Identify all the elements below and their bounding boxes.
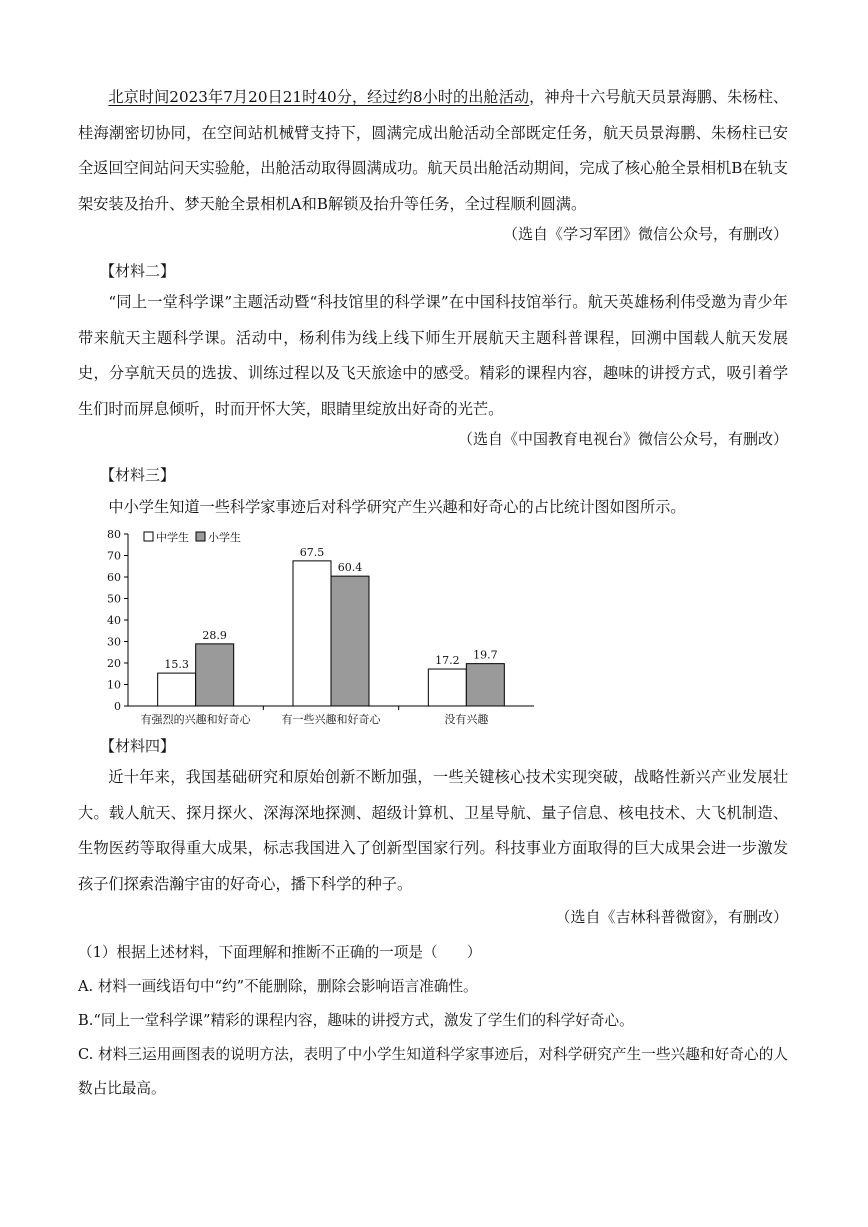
- material4-paragraph: 近十年来，我国基础研究和原始创新不断加强，一些关键核心技术实现突破，战略性新兴产业发展壮大。载人航天、探月探火、深海深地探测、超级计算机、卫星导航、量子信息、核电技术、大飞机制造、生物医药等取得重大成果，标志我国进入了创新型国家行列。科技事业方面取得的巨大成果会进一步激发孩子们探索浩瀚宇宙的好奇心，播下科学的种子。: [78, 768, 788, 893]
- option-b: B.“同上一堂科学课”精彩的课程内容，趣味的讲授方式，激发了学生们的科学好奇心。: [78, 1012, 634, 1029]
- material3-paragraph: 中小学生知道一些科学家事迹后对科学研究产生兴趣和好奇心的占比统计图如图所示。: [108, 498, 686, 516]
- bar-chart: [90, 526, 550, 738]
- y-tick-label: 30: [107, 635, 121, 649]
- material4-heading: 【材料四】: [100, 737, 176, 755]
- y-tick-label: 20: [107, 657, 121, 670]
- material3-heading: 【材料三】: [100, 466, 176, 484]
- material1-underlined-sentence: 北京时间2023年7月20日21时40分，经过约8小时的出舱活动: [108, 88, 530, 106]
- x-tick-label: 有一些兴趣和好奇心: [281, 713, 381, 726]
- material1-paragraph: [78, 80, 788, 222]
- bar: [428, 669, 466, 706]
- bar: [196, 644, 234, 706]
- option-a: A. 材料一画线语句中“约”不能删除，删除会影响语言准确性。: [78, 978, 478, 995]
- bar: [158, 673, 196, 706]
- y-tick-label: 70: [107, 549, 121, 563]
- y-tick-label: 0: [114, 700, 121, 713]
- x-tick-label: 没有兴趣: [444, 713, 489, 726]
- y-tick-label: 50: [107, 592, 121, 606]
- option-c: C. 材料三运用画图表的说明方法，表明了中小学生知道科学家事迹后，对科学研究产生一些兴趣和好奇心的人数占比最高。: [78, 1046, 788, 1097]
- material4-source: （选自《吉林科普微窗》，有删改）: [555, 908, 788, 926]
- material2-paragraph: “同上一堂科学课”主题活动暨“科技馆里的科学课”在中国科技馆举行。航天英雄杨利伟受邀为青少年带来航天主题科学课。活动中，杨利伟为线上线下师生开展航天主题科普课程，回溯中国载人航天发展史，分享航天员的选拔、训练过程以及飞天旅途中的感受。精彩的课程内容，趣味的讲授方式，吸引着学生们时而屏息倾听，时而开怀大笑，眼睛里绽放出好奇的光芒。: [78, 293, 788, 418]
- legend-label: 小学生: [208, 531, 241, 544]
- data-label: 60.4: [337, 561, 363, 575]
- legend-label: 中学生: [156, 531, 189, 544]
- question-stem: （1）根据上述材料，下面理解和推断不正确的一项是（ ）: [78, 944, 482, 961]
- y-tick-label: 80: [107, 528, 121, 541]
- legend-swatch: [144, 532, 153, 541]
- data-label: 17.2: [435, 654, 460, 668]
- y-tick-label: 10: [107, 678, 121, 692]
- material2-heading: 【材料二】: [100, 262, 176, 280]
- y-tick-label: 60: [107, 571, 121, 584]
- material1-source: （选自《学习军团》微信公众号，有删改）: [502, 225, 788, 243]
- data-label: 15.3: [164, 658, 189, 672]
- material2-source: （选自《中国教育电视台》微信公众号，有删改）: [457, 430, 788, 448]
- y-tick-label: 40: [107, 614, 121, 627]
- bar: [293, 561, 331, 706]
- bar: [466, 664, 504, 706]
- legend-swatch: [196, 532, 205, 541]
- bar: [331, 576, 369, 706]
- data-label: 19.7: [473, 648, 498, 662]
- data-label: 28.9: [202, 628, 227, 642]
- material1-text: ，神舟十六号航天员景海鹏、朱杨柱、桂海潮密切协同，在空间站机械臂支持下，圆满完成出舱活动全部既定任务，航天员景海鹏、朱杨柱已安全返回空间站问天实验舱，出舱活动取得圆满成功。航天员出舱活动期间，完成了核心舱全景相机B在轨支架安装及抬升、梦天舱全景相机A和B解锁及抬升等任务，全过程顺利圆满。: [78, 88, 789, 213]
- x-tick-label: 有强烈的兴趣和好奇心: [140, 713, 251, 726]
- data-label: 67.5: [299, 545, 325, 559]
